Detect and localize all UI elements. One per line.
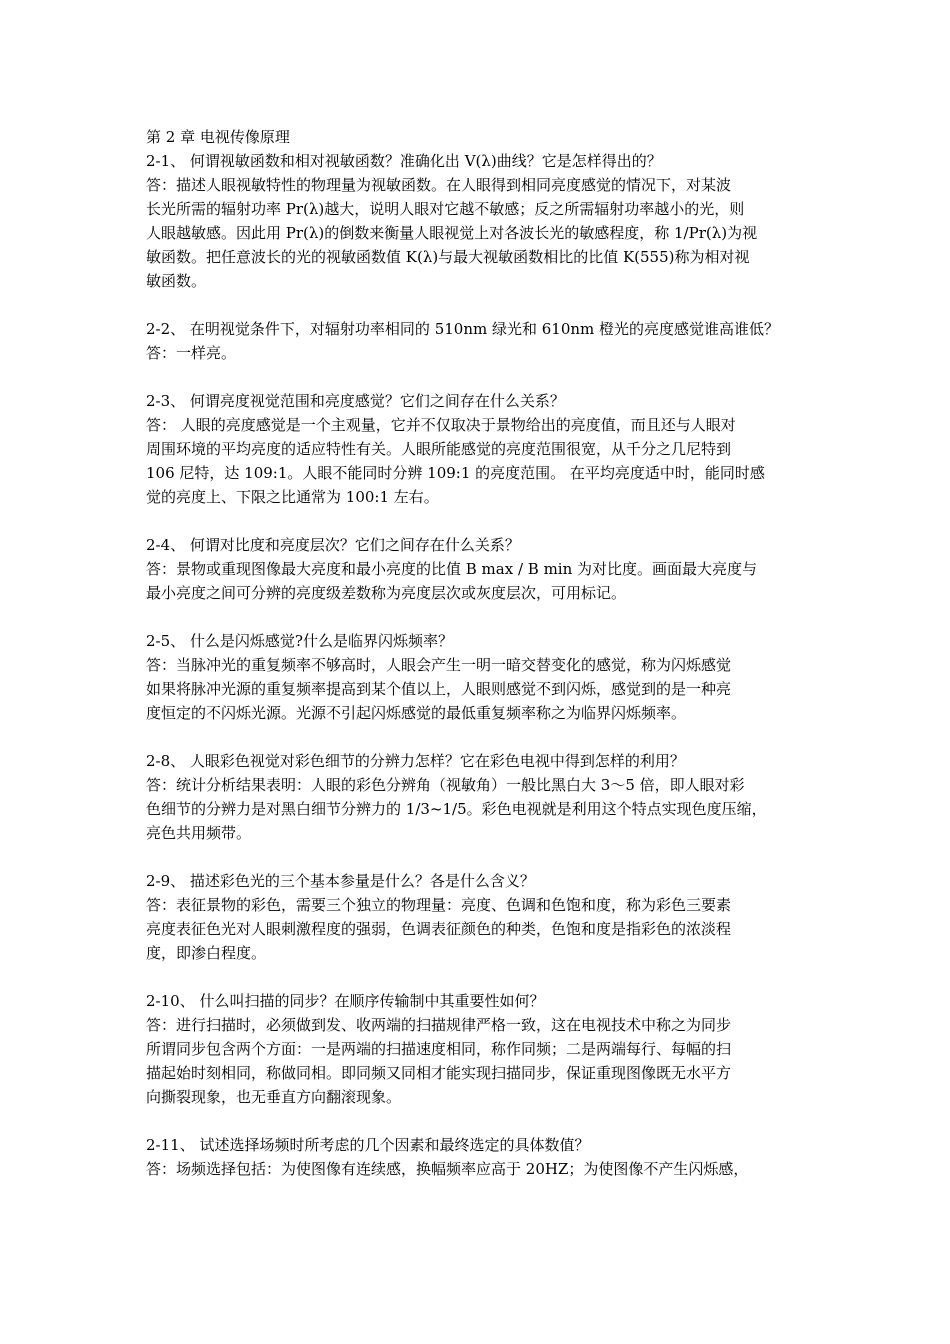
qa-section	[146, 1133, 818, 1181]
qa-section	[146, 869, 818, 989]
qa-section	[146, 749, 818, 869]
paragraph-gap	[146, 1109, 818, 1133]
chapter-title: 第 2 章 电视传像原理	[146, 128, 290, 146]
qa-section	[146, 629, 818, 749]
answer-line: 答： 人眼的亮度感觉是一个主观量，它并不仅取决于景物给出的亮度值，而且还与人眼对	[146, 416, 736, 434]
paragraph-gap	[146, 605, 818, 629]
answer-line: 亮度表征色光对人眼刺激程度的强弱，色调表征颜色的种类，色饱和度是指彩色的浓淡程	[146, 920, 732, 938]
answer-line: 人眼越敏感。因此用 Pr(λ)的倒数来衡量人眼视觉上对各波长光的敏感程度，称 1/Pr(λ)为视	[146, 224, 758, 242]
answer-line: 所谓同步包含两个方面：一是两端的扫描速度相同，称作同频；二是两端每行、每幅的扫	[146, 1040, 732, 1058]
question-line: 2-9、 描述彩色光的三个基本参量是什么？各是什么含义？	[146, 872, 535, 890]
answer-line: 答：一样亮。	[146, 344, 237, 362]
answer-line: 敏函数。	[146, 272, 207, 290]
qa-section	[146, 533, 818, 629]
question-line: 2-3、 何谓亮度视觉范围和亮度感觉？它们之间存在什么关系？	[146, 392, 565, 410]
answer-line: 答：统计分析结果表明：人眼的彩色分辨角（视敏角）一般比黑白大 3～5 倍，即人眼对彩	[146, 776, 745, 794]
document-page	[146, 125, 818, 1181]
answer-line: 答：场频选择包括：为使图像有连续感，换幅频率应高于 20HZ；为使图像不产生闪烁感，	[146, 1160, 749, 1178]
answer-line: 最小亮度之间可分辨的亮度级差数称为亮度层次或灰度层次，可用标记。	[146, 584, 627, 602]
qa-section	[146, 317, 818, 389]
answer-line: 亮色共用频带。	[146, 824, 252, 842]
answer-line: 色细节的分辨力是对黑白细节分辨力的 1/3~1/5。彩色电视就是利用这个特点实现色度压缩，	[146, 800, 767, 818]
answer-line: 敏函数。把任意波长的光的视敏函数值 K(λ)与最大视敏函数相比的比值 K(555)称为相对视	[146, 248, 750, 266]
answer-line: 106 尼特，达 109:1。人眼不能同时分辨 109:1 的亮度范围。 在平均亮度适中时，能同时感	[146, 464, 765, 482]
answer-line: 长光所需的辐射功率 Pr(λ)越大，说明人眼对它越不敏感；反之所需辐射功率越小的光，则	[146, 200, 745, 218]
question-line: 2-10、 什么叫扫描的同步？在顺序传输制中其重要性如何？	[146, 992, 545, 1010]
qa-section	[146, 389, 818, 533]
question-line: 2-11、 试述选择场频时所考虑的几个因素和最终选定的具体数值？	[146, 1136, 590, 1154]
answer-line: 描起始时刻相同，称做同相。即同频又同相才能实现扫描同步，保证重现图像既无水平方	[146, 1064, 732, 1082]
answer-line: 周围环境的平均亮度的适应特性有关。人眼所能感觉的亮度范围很宽，从千分之几尼特到	[146, 440, 732, 458]
qa-section	[146, 149, 818, 317]
paragraph-gap	[146, 365, 818, 389]
answer-line: 觉的亮度上、下限之比通常为 100:1 左右。	[146, 488, 439, 506]
answer-line: 如果将脉冲光源的重复频率提高到某个值以上，人眼则感觉不到闪烁，感觉到的是一种亮	[146, 680, 732, 698]
question-line: 2-5、 什么是闪烁感觉?什么是临界闪烁频率？	[146, 632, 453, 650]
answer-line: 答：景物或重现图像最大亮度和最小亮度的比值 B max / B min 为对比度。画面最大亮度与	[146, 560, 758, 578]
paragraph-gap	[146, 509, 818, 533]
answer-line: 向撕裂现象，也无垂直方向翻滚现象。	[146, 1088, 402, 1106]
question-line: 2-8、 人眼彩色视觉对彩色细节的分辨力怎样？它在彩色电视中得到怎样的利用？	[146, 752, 685, 770]
answer-line: 答：当脉冲光的重复频率不够高时，人眼会产生一明一暗交替变化的感觉，称为闪烁感觉	[146, 656, 732, 674]
question-line: 2-4、 何谓对比度和亮度层次？它们之间存在什么关系？	[146, 536, 520, 554]
answer-line: 答：进行扫描时，必须做到发、收两端的扫描规律严格一致，这在电视技术中称之为同步	[146, 1016, 732, 1034]
question-line: 2-2、 在明视觉条件下，对辐射功率相同的 510nm 绿光和 610nm 橙光的亮度感觉谁高谁低？	[146, 320, 780, 338]
answer-line: 度恒定的不闪烁光源。光源不引起闪烁感觉的最低重复频率称之为临界闪烁频率。	[146, 704, 687, 722]
answer-line: 答：描述人眼视敏特性的物理量为视敏函数。在人眼得到相同亮度感觉的情况下，对某波	[146, 176, 732, 194]
paragraph-gap	[146, 293, 818, 317]
qa-sections	[146, 149, 818, 1181]
paragraph-gap	[146, 725, 818, 749]
paragraph-gap	[146, 965, 818, 989]
qa-section	[146, 989, 818, 1133]
answer-line: 答：表征景物的彩色，需要三个独立的物理量：亮度、色调和色饱和度，称为彩色三要素	[146, 896, 732, 914]
answer-line: 度，即渗白程度。	[146, 944, 267, 962]
paragraph-gap	[146, 845, 818, 869]
question-line: 2-1、 何谓视敏函数和相对视敏函数？准确化出 V(λ)曲线？它是怎样得出的？	[146, 152, 662, 170]
